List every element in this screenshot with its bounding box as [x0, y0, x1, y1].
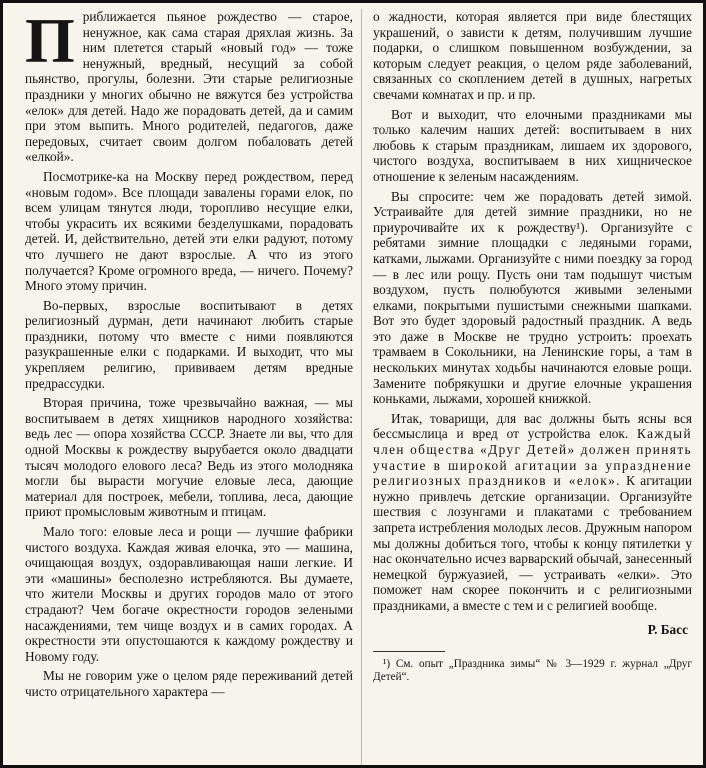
- article-paragraph: Вторая причина, тоже чрезвычайно важная, — мы воспитываем в детях хищников народного хозяйства: ведь лес — опора хозяйства СССР. Знаете ли вы, что для одной Москвы к рождеству вырубается около двадцати тысяч молодого елового леса? Ведь из этого молодняка могли бы вырасти могучие еловые леса, дающие материал для построек, мебели, топлива, леса, дающие приют промысловым животным и птицам.: [25, 395, 353, 520]
- footnote-divider: [373, 651, 445, 652]
- drop-cap: П: [25, 5, 75, 76]
- paragraph-text: К агитации нужно привлечь детские организации. Организуйте шествия с лозунгами и плакатами с требованием запрета истребления молодых лесов. Дружным напором мы должны добиться того, чтобы к концу пятилетки у нас окончательно исчез варварский обычай, занесенный немецкой буржуазией, — устраивать «елки». Это поможет нам скорее покончить и с религиозными праздниками, а вместе с тем и с религией вообще.: [373, 473, 692, 613]
- article-paragraph: [25, 5, 353, 165]
- article-paragraph: Во-первых, взрослые воспитывают в детях религиозный дурман, дети начинают любить старые праздники, потому что вместе с ними появляются разукрашенные елки с подарками. И выходит, что мы укрепляем религию, прививаем детям вредные предрассудки.: [25, 297, 353, 391]
- author-signature: Р. Басс: [647, 621, 688, 637]
- emphasized-text: Каждый член общества «Друг Детей» должен принять участие в широкой агитации за упразднение религиозных праздников и «елок».: [373, 426, 692, 489]
- article-column-left: [25, 5, 353, 704]
- footnote: ¹) См. опыт „Праздника зимы“ № 3—1929 г. журнал „Друг Детей“.: [373, 658, 692, 684]
- article-column-right: [373, 9, 692, 684]
- article-paragraph: Вот и выходит, что елочными праздниками мы только калечим наших детей: воспитываем в них любовь к старым праздникам, лишаем их здорового, чистого воздуха, воспитываем в них хищническое отношение к зеленым насаждениям.: [373, 106, 692, 184]
- article-paragraph: Мало того: еловые леса и рощи — лучшие фабрики чистого воздуха. Каждая живая елочка, это — машина, очищающая воздух, оздоравливающая наши легкие. И эти «машины» бесполезно истребляются. Вы думаете, что жители Москвы и других городов мало от этого страдают? Чем богаче окрестности городов зелеными насаждениями, тем чище воздух и в самих городах. А окрестности эти опустошаются к каждому рождеству и Новому году.: [25, 524, 353, 664]
- column-divider: [361, 9, 362, 765]
- article-paragraph: [373, 411, 692, 614]
- article-paragraph: о жадности, которая является при виде блестящих украшений, о зависти к детям, получившим лучшие подарки, о слишком повышенном возбуждении, за которым следует реакция, о целом ряде заболеваний, связанных со скоплением детей в душных, нагретых свечами комнатах и пр. и пр.: [373, 9, 692, 102]
- article-paragraph: Мы не говорим уже о целом ряде переживаний детей чисто отрицательного характера —: [25, 668, 353, 699]
- article-paragraph: Посмотрике-ка на Москву перед рождеством, перед «новым годом». Все площади завалены горами елок, по всем улицам тянутся люди, торопливо несущие елки, чтобы украсить их всякими безделушками, порадовать детей. И, действительно, детей эти елки радуют, потому что лучшего не дают взрослые. А что из этого получается? Кроме огромного вреда, — ничего. Почему? Много этому причин.: [25, 168, 353, 294]
- article-paragraph: Вы спросите: чем же порадовать детей зимой. Устраивайте для детей зимние праздники, но не приурочивайте их к рождеству¹). Организуйте с ребятами зимние площадки с ледяными горами, катками, лыжами. Организуйте с ними поездку за город — в лес или рощу. Пусть они там подышут чистым воздухом, пусть полюбуются живыми зелеными елками, покрытыми пушистыми снежными шапками. Вот это будет здоровый радостный праздник. А ведь это даже в Москве не трудно устроить: проехать трамваем в Сокольники, на Ленинские горы, а там в нескольких минутах ходьбы начинаются еловые рощи. Замените побрякушки и другие елочные украшения коньками, лыжами, хорошей книжкой.: [373, 188, 692, 407]
- paragraph-text: риближается пьяное рождество — старое, ненужное, как сама старая дряхлая жизнь. За ним плетется старый «новый год» — тоже ненужный, вредный, несущий за собой пьянство, прогулы, болезни. Эти старые религиозные праздники у многих обычно не вяжутся без устройства «елок» для детей. Надо же порадовать детей, да и самим при этом выпить. Много родителей, педагогов, даже передовых, считает своим долгом побаловать детей «елкой».: [25, 9, 353, 165]
- paragraph-text: Итак, товарищи, для вас должны быть ясны вся бессмыслица и вред от устройства елок.: [373, 410, 692, 442]
